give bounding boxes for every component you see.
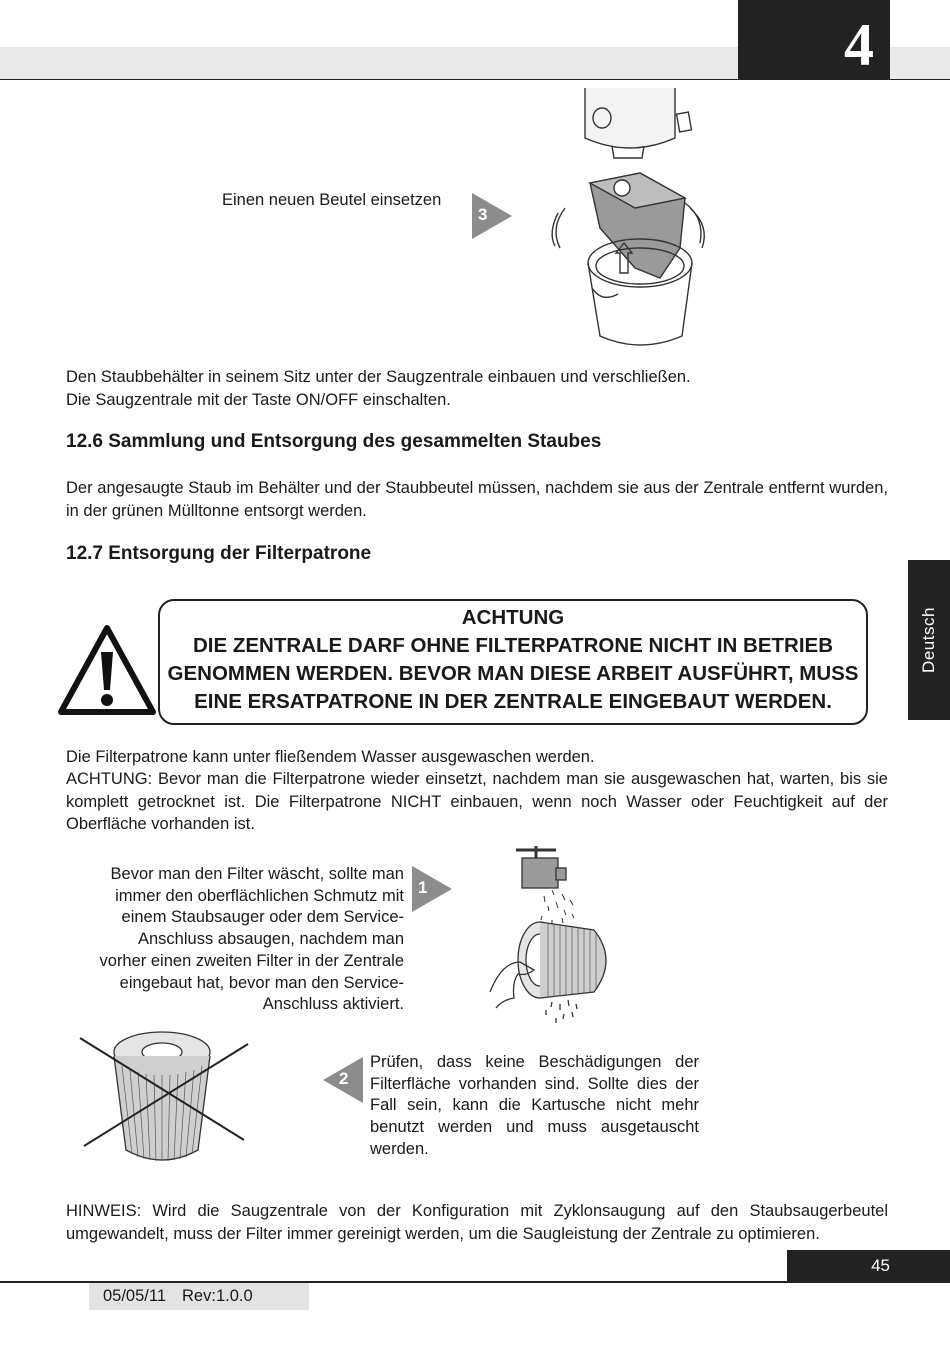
intro-line-1: Den Staubbehälter in seinem Sitz unter der Saugzentrale einbauen und verschließen. — [66, 368, 691, 386]
language-tab — [908, 560, 950, 720]
step1-text — [60, 864, 404, 1016]
language-label: Deutsch — [919, 607, 938, 673]
step1-line-6: eingebaut hat, bevor man den Service- — [119, 973, 404, 992]
step1-line-5: vorher einen zweiten Filter in der Zentrale — [99, 951, 404, 970]
note-paragraph: HINWEIS: Wird die Saugzentrale von der Konfiguration mit Zyklonsaugung auf den Staubsaugerbeutel umgewandelt, muss der Filter immer gereinigt werden, um die Saugleistung der Zentrale zu optimieren. — [66, 1202, 888, 1243]
step1-line-2: immer den oberflächlichen Schmutz mit — [115, 886, 404, 905]
warning-triangle-icon — [57, 624, 157, 716]
step1-line-1: Bevor man den Filter wäscht, sollte man — [110, 865, 404, 883]
step1-number: 1 — [418, 878, 428, 897]
section-12-6-body: Der angesaugte Staub im Behälter und der Staubbeutel müssen, nachdem sie aus der Zentrale entfernt wurden, in der grünen Mülltonne entsorgt werden. — [66, 479, 888, 520]
bag-insert-illustration — [540, 88, 720, 353]
warning-line-3: EINE ERSATPATRONE IN DER ZENTRALE EINGEBAUT WERDEN. — [194, 690, 832, 713]
warning-line-2: GENOMMEN WERDEN. BEVOR MAN DIESE ARBEIT AUSFÜHRT, MUSS — [167, 662, 859, 685]
warning-line-1: DIE ZENTRALE DARF OHNE FILTERPATRONE NICHT IN BETRIEB — [192, 634, 834, 657]
warning-title: ACHTUNG — [461, 606, 565, 629]
step3-number: 3 — [478, 205, 488, 224]
damaged-filter-illustration — [78, 1022, 250, 1167]
chapter-number: 4 — [738, 0, 890, 79]
footer-revision: Rev:1.0.0 — [182, 1287, 253, 1305]
footer-date: 05/05/11 — [103, 1287, 167, 1305]
filter-wash-line: Die Filterpatrone kann unter fließendem Wasser ausgewaschen werden. — [66, 748, 595, 766]
intro-line-2: Die Saugzentrale mit der Taste ON/OFF einschalten. — [66, 391, 451, 409]
filter-washing-illustration — [482, 842, 622, 1027]
step2-text: Prüfen, dass keine Beschädigungen der Filterfläche vorhanden sind. Sollte dies der Fall sein, kann die Kartusche nicht mehr benutzt werden und muss ausgetauscht werden. — [370, 1053, 699, 1158]
step3-caption: Einen neuen Beutel einsetzen — [222, 191, 442, 209]
filter-caution-paragraph: ACHTUNG: Bevor man die Filterpatrone wieder einsetzt, nachdem man sie ausgewaschen hat, warten, bis sie komplett getrocknet ist. Die Filterpatrone NICHT einbauen, wenn noch Wasser oder Feuchtigkeit auf der Oberfläche vorhanden ist. — [66, 770, 888, 833]
step1-line-7: Anschluss aktiviert. — [262, 995, 404, 1014]
step2-number: 2 — [339, 1069, 349, 1088]
step1-line-4: Anschluss absaugen, nachdem man — [138, 930, 404, 949]
revision-box — [89, 1283, 309, 1310]
warning-box — [158, 599, 868, 725]
page-number: 45 — [787, 1250, 950, 1281]
section-12-7-heading: 12.7 Entsorgung der Filterpatrone — [66, 543, 372, 564]
section-12-6-heading: 12.6 Sammlung und Entsorgung des gesammelten Staubes — [66, 431, 602, 452]
step1-line-3: einem Staubsauger oder dem Service- — [121, 908, 404, 927]
